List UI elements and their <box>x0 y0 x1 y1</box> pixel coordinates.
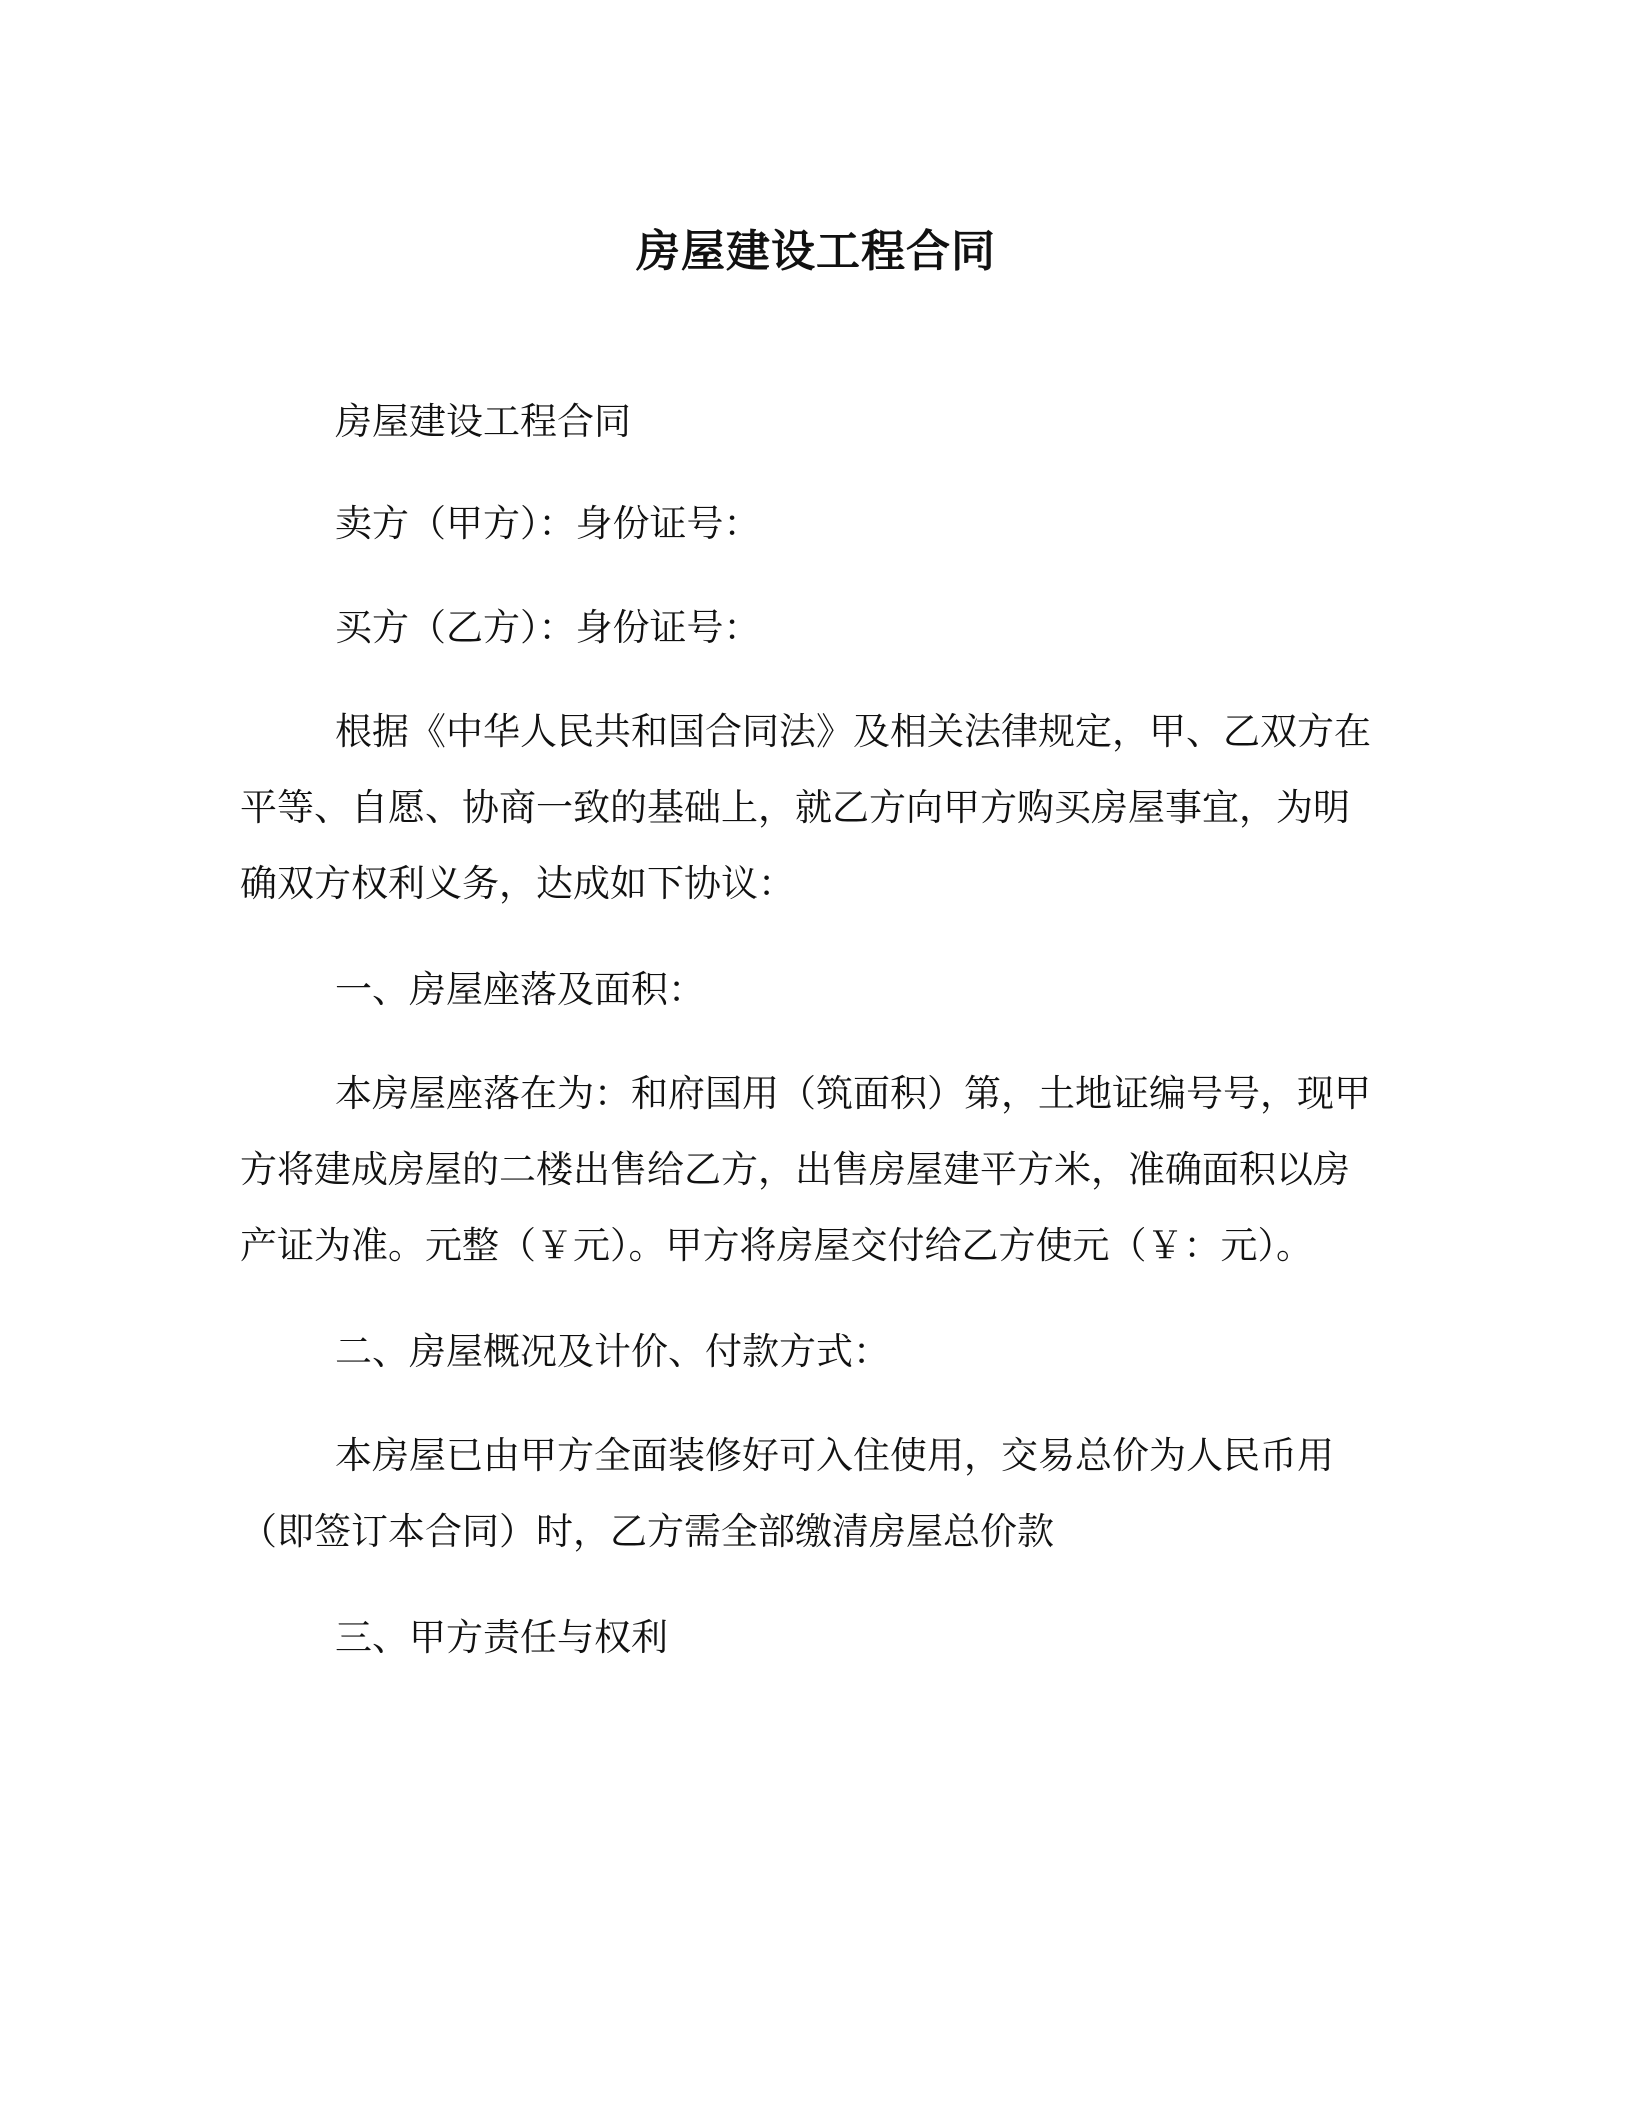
buyer-line: 买方（乙方）：身份证号： <box>335 606 761 649</box>
section1-line-1: 本房屋座落在为：和府国用（筑面积）第，土地证编号号，现甲 <box>335 1072 1371 1115</box>
preamble-line-3: 确双方权利义务，达成如下协议： <box>240 862 795 905</box>
preamble-line-1: 根据《中华人民共和国合同法》及相关法律规定，甲、乙双方在 <box>335 710 1371 753</box>
section2-heading: 二、房屋概况及计价、付款方式： <box>335 1330 890 1373</box>
preamble-line-2: 平等、自愿、协商一致的基础上，就乙方向甲方购买房屋事宜，为明 <box>240 786 1350 829</box>
section1-line-3: 产证为准。元整（￥元）。甲方将房屋交付给乙方使元（￥：元）。 <box>240 1224 1313 1267</box>
section2-line-2: （即签订本合同）时，乙方需全部缴清房屋总价款 <box>240 1510 1054 1553</box>
section1-heading: 一、房屋座落及面积： <box>335 968 705 1011</box>
section2-line-1: 本房屋已由甲方全面装修好可入住使用，交易总价为人民币用 <box>335 1434 1334 1477</box>
section3-heading: 三、甲方责任与权利 <box>335 1616 668 1659</box>
document-subtitle: 房屋建设工程合同 <box>335 400 631 443</box>
seller-line: 卖方（甲方）：身份证号： <box>335 502 761 545</box>
section1-line-2: 方将建成房屋的二楼出售给乙方，出售房屋建平方米，准确面积以房 <box>240 1148 1350 1191</box>
document-title: 房屋建设工程合同 <box>636 226 996 277</box>
